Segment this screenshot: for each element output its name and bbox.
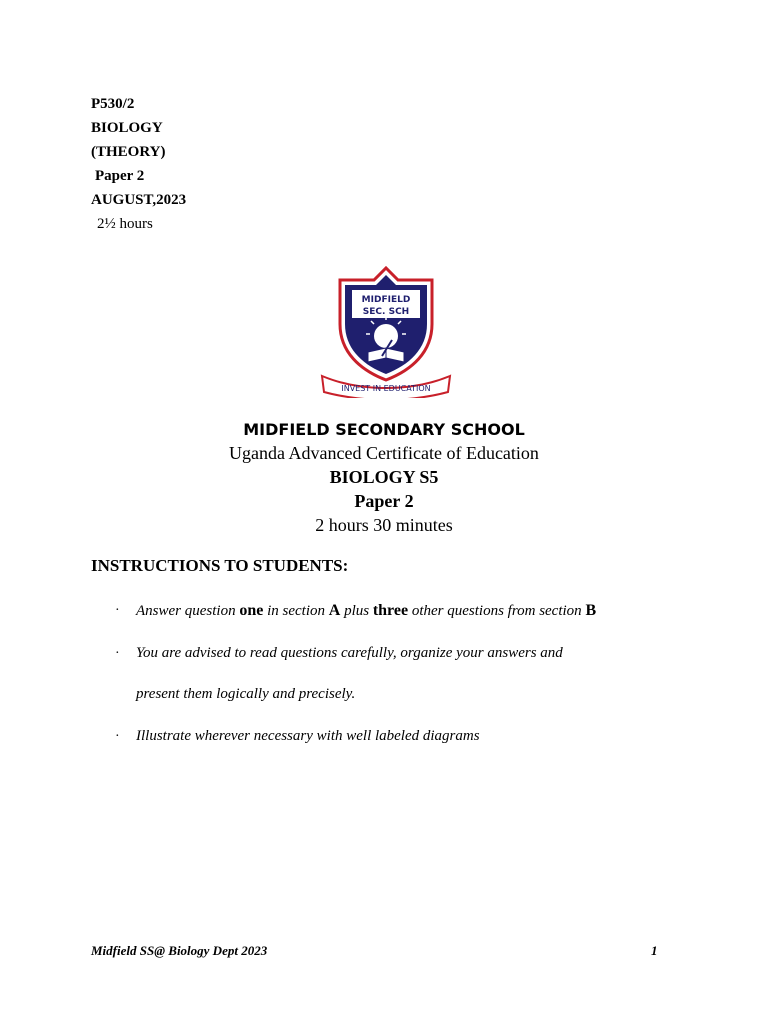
bullet-1: · [115, 603, 120, 618]
instructions-heading: INSTRUCTIONS TO STUDENTS: [91, 556, 349, 575]
instruction-item-2-line-1: You are advised to read questions carefully, organize your answers and [136, 645, 563, 661]
certificate-title: Uganda Advanced Certificate of Education [229, 443, 539, 463]
page-number: 1 [651, 943, 658, 958]
word-one: one [239, 602, 264, 619]
crest-text-bottom: SEC. SCH [362, 307, 410, 317]
school-crest-logo [316, 264, 456, 398]
header-date: AUGUST,2023 [91, 192, 187, 208]
paper-title: Paper 2 [354, 491, 414, 511]
header-duration: 2½ hours [97, 216, 153, 232]
footer-department: Midfield SS@ Biology Dept 2023 [91, 943, 268, 958]
exam-header [91, 92, 186, 236]
duration-title: 2 hours 30 minutes [315, 515, 453, 535]
instruction-item-1: Answer question one in section A plus three other questions from section B [136, 602, 597, 619]
header-paper: Paper 2 [95, 168, 145, 184]
crest-text-top: MIDFIELD [361, 295, 411, 305]
header-subject: BIOLOGY [91, 120, 163, 136]
bullet-3: · [115, 729, 120, 744]
paper-code: P530/2 [91, 96, 135, 112]
instruction-item-2-line-2: present them logically and precisely. [136, 686, 356, 702]
crest-motto: INVEST IN EDUCATION [341, 384, 431, 393]
section-b: B [585, 602, 597, 619]
instruction-item-3: Illustrate wherever necessary with well labeled diagrams [136, 728, 480, 744]
subject-title: BIOLOGY S5 [329, 467, 439, 487]
header-type: (THEORY) [91, 144, 166, 160]
section-a: A [328, 602, 341, 619]
word-three: three [372, 602, 409, 619]
school-name: MIDFIELD SECONDARY SCHOOL [243, 420, 525, 439]
bullet-2: · [115, 646, 120, 661]
